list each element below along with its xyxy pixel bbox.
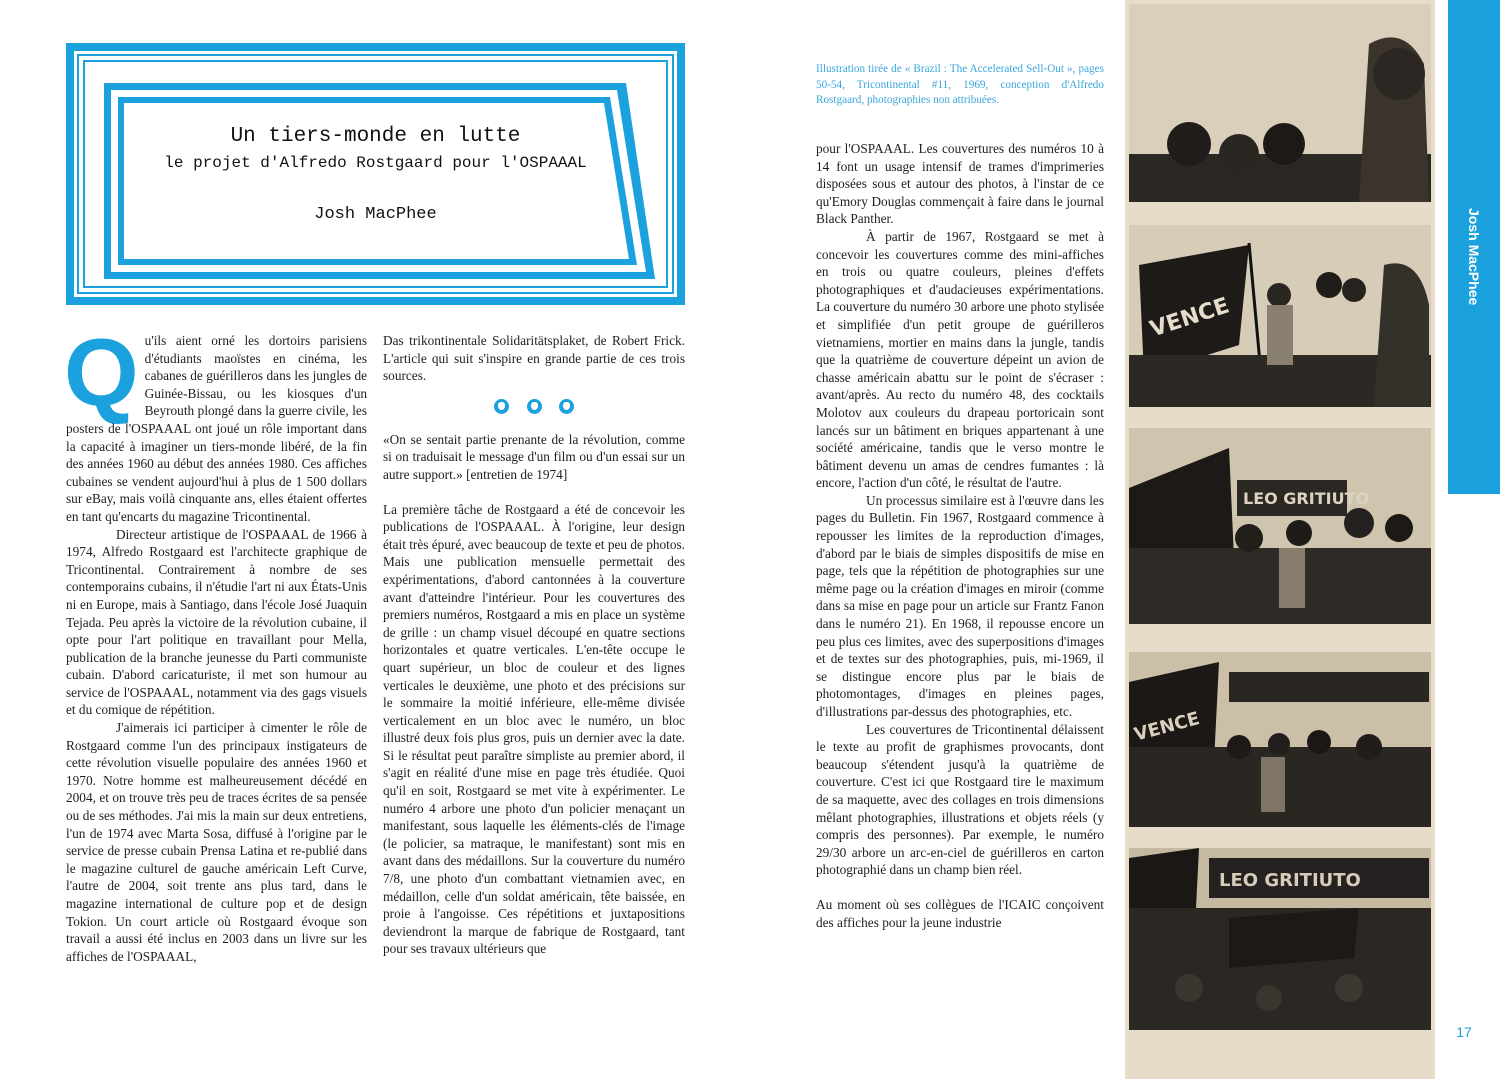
banner-text: VENCE (1146, 293, 1233, 343)
title-frame (66, 43, 685, 305)
left-column (64, 319, 367, 965)
paragraph: Un processus similaire est à l'œuvre dans les pages du Bulletin. Fin 1967, Rostgaard commence à repousser les limites de la reproduction d'images, d'abord par le biais de simples dispositifs de mise en page, tels que la répétition de photographies sur une même page ou la création d'images en miroir (comme dans sa mise en page pour un article sur Frantz Fanon dans le numéro 21). En 1968, il repousse encore un peu plus ces limites, avec des superpositions d'images et de textes sur des photographies, puis, mi-1969, il se distingue encore plus par le biais de photomontages, d'images en pleines pages, d'illustrations par-dessus des photographies, etc. (816, 492, 1104, 719)
paragraph: Das trikontinentale Solidaritätsplaket, de Robert Frick. L'article qui suit s'inspire en grande partie de ces trois sources. (383, 333, 685, 384)
photo-strip (1125, 0, 1435, 1079)
paragraph: À partir de 1967, Rostgaard se met à concevoir les couvertures comme des mini-affiches en trois ou quatre couleurs, pleines d'effets photographiques et d'audacieuses expérimentations. La couverture du numéro 30 arbore une photo stylisée et simplifiée d'un petit groupe de guérilleros vietnamiens, mortier en mains dans la jungle, tandis que la quatrième de couverture dépeint un avion de chasse américain abattu sur le point de s'écraser : avant/après. Au recto du numéro 48, des cocktails Molotov aux couleurs du drapeau portoricain sont lancés sur un bâtiment en briques appartenant à une société américaine, tandis que le verso montre le bâtiment devenu un amas de cendres fumantes : là encore, l'action d'un côté, le résultat de l'autre. (816, 228, 1105, 491)
side-tab (1448, 0, 1500, 494)
crowd-photo-5 (1129, 848, 1431, 1030)
fist-icon (494, 399, 509, 414)
side-tab-label: Josh MacPhee (1466, 208, 1482, 306)
paragraph: Les couvertures de Tricontinental délaissent le texte au profit de graphismes provocants, dont beaucoup s'étendent jusqu'à la quatrième de couverture. C'est ici que Rostgaard tire le maximum de sa maquette, avec des collages en trois dimensions mêlant photographies, illustrations et objets réels (y compris des personnes). Par exemple, le numéro 29/30 arbore un arc-en-ciel de guérilleros en carton photographié dans un champ bien réel. (816, 721, 1104, 878)
crowd-photo-3 (1129, 428, 1431, 624)
paragraph: pour l'OSPAAAL. Les couvertures des numéros 10 à 14 font un usage intensif de trames d'imprimeries disposées sous et autour des photos, à l'instar de ce qu'Emory Douglas commençait à faire dans le journal Black Panther. (816, 141, 1104, 227)
crowd-photo-4 (1129, 652, 1431, 827)
paragraph: Directeur artistique de l'OSPAAAL de 1966 à 1974, Alfredo Rostgaard est l'architecte graphique de Tricontinental. Contrairement à nombre de ses contemporains cubains, il n'étudie l'art ni aux États-Unis ni en Europe, mais à Santiago, dans l'école José Juaquin Tejada. Peu après la victoire de la révolution cubaine, il opte pour l'art politique en travaillant pour Mella, publication de la branche jeunesse du Parti communiste cubain. D'abord caricaturiste, il met son humour au service de l'OSPAAAL, notamment via des gags visuels et du comique de répétition. (66, 526, 367, 718)
section-separator (383, 397, 685, 417)
crowd-photo-1 (1129, 4, 1431, 202)
article-author: Josh MacPhee (314, 205, 437, 224)
middle-column (383, 332, 685, 958)
banner-text: LEO GRITIUTO (1243, 489, 1370, 508)
paragraph: Au moment où ses collègues de l'ICAIC conçoivent des affiches pour la jeune industrie (816, 896, 1104, 930)
title-box (66, 43, 685, 305)
right-column (816, 140, 1104, 931)
drop-cap: Q (64, 319, 139, 426)
banner-text: LEO GRITIUTO (1219, 870, 1361, 891)
page-number: 17 (1456, 1024, 1472, 1040)
fist-icon (527, 399, 542, 414)
paragraph: J'aimerais ici participer à cimenter le rôle de Rostgaard comme l'un des principaux instigateurs de cette révolution visuelle populaire des années 1960 et 1970. Notre homme est malheureusement décédé en 2004, et on trouve très peu de traces écrites de sa pensée ou de ses méthodes. J'ai mis la main sur deux entretiens, l'un de 1974 avec Marta Sosa, diffusé à l'origine par le service de presse cubain Prensa Latina et re-publié dans le magazine culturel de gauche américain Left Curve, l'autre de 2004, soit trente ans plus tard, dans le magazine international de culture pop et de design Tokion. Un court article où Rostgaard évoque son travail a aussi été inclus en 2003 dans un livre sur les affiches de l'OSPAAAL, (66, 720, 367, 964)
paragraph: La première tâche de Rostgaard a été de concevoir les publications de l'OSPAAAL. À l'origine, leur design était très épuré, avec beaucoup de texte et peu de photos. Mais une publication mensuelle permettait des expérimentations, d'abord cantonnées à la couverture avant d'atteindre l'intérieur. Pour les couvertures des premiers numéros, Rostgaard a mis en place un système de grille : un champ visuel découpé en quatre sections horizontales et quatre verticales. L'en-tête occupe le quart supérieur, un bloc de couleur et des lignes verticales le deuxième, une photo et des précisions sur le sommaire la moitié inférieure, elle-même divisée verticalement en un bloc avec le numéro, un bloc illustré deux fois plus gros, puis un dernier avec la date. Si le résultat peut paraître simpliste au premier abord, il s'agit en réalité d'une mise en page très étudiée. Quoi qu'il en soit, Rostgaard se met vite à expérimenter. Le numéro 4 arbore une photo d'un policier menaçant un manifestant, sous laquelle les éléments-clés de l'image (le policier, sa matraque, le manifestant) sont mis en avant dans des médaillons. Sur la couverture du numéro 7/8, une photo d'un combattant vietnamien avec, en médaillon, celle d'un soldat américain, tête baissée, en proie à l'angoisse. Ces répétitions et juxtapositions deviendront la marque de fabrique de Rostgaard, tant pour ses travaux ultérieurs que (383, 501, 686, 957)
banner-text: VENCE (1132, 708, 1202, 746)
paragraph: u'ils aient orné les dortoirs parisiens d'étudiants maoïstes en cinéma, les cabanes de guérilleros dans les jungles de Guinée-Bissau, ou les kiosques d'un Beyrouth plongé dans la guerre civile, les posters de l'OSPAAAL ont joué un rôle important dans la capacité à imaginer un tiers-monde libéré, de la fin des années 1960 au début des années 1980. Ces affiches cubaines se vendent aujourd'hui à plus de 1 500 dollars sur eBay, mais voilà cinquante ans, elles étaient offertes en tant qu'encarts du magazine Tricontinental. (66, 333, 367, 524)
article-subtitle: le projet d'Alfredo Rostgaard pour l'OSPAAAL (164, 154, 587, 172)
fist-icon (559, 399, 574, 414)
article-title: Un tiers-monde en lutte (230, 125, 521, 148)
pull-quote: «On se sentait partie prenante de la révolution, comme si on traduisait le message d'un film ou d'un essai sur un autre support.» [entretien de 1974] (383, 431, 685, 482)
photo-caption: Illustration tirée de « Brazil : The Accelerated Sell-Out », pages 50-54, Tricontinental #11, 1969, conception d'Alfredo Rostgaard, photographies non attribuées. (816, 63, 1104, 106)
crowd-photo-2 (1129, 225, 1431, 407)
